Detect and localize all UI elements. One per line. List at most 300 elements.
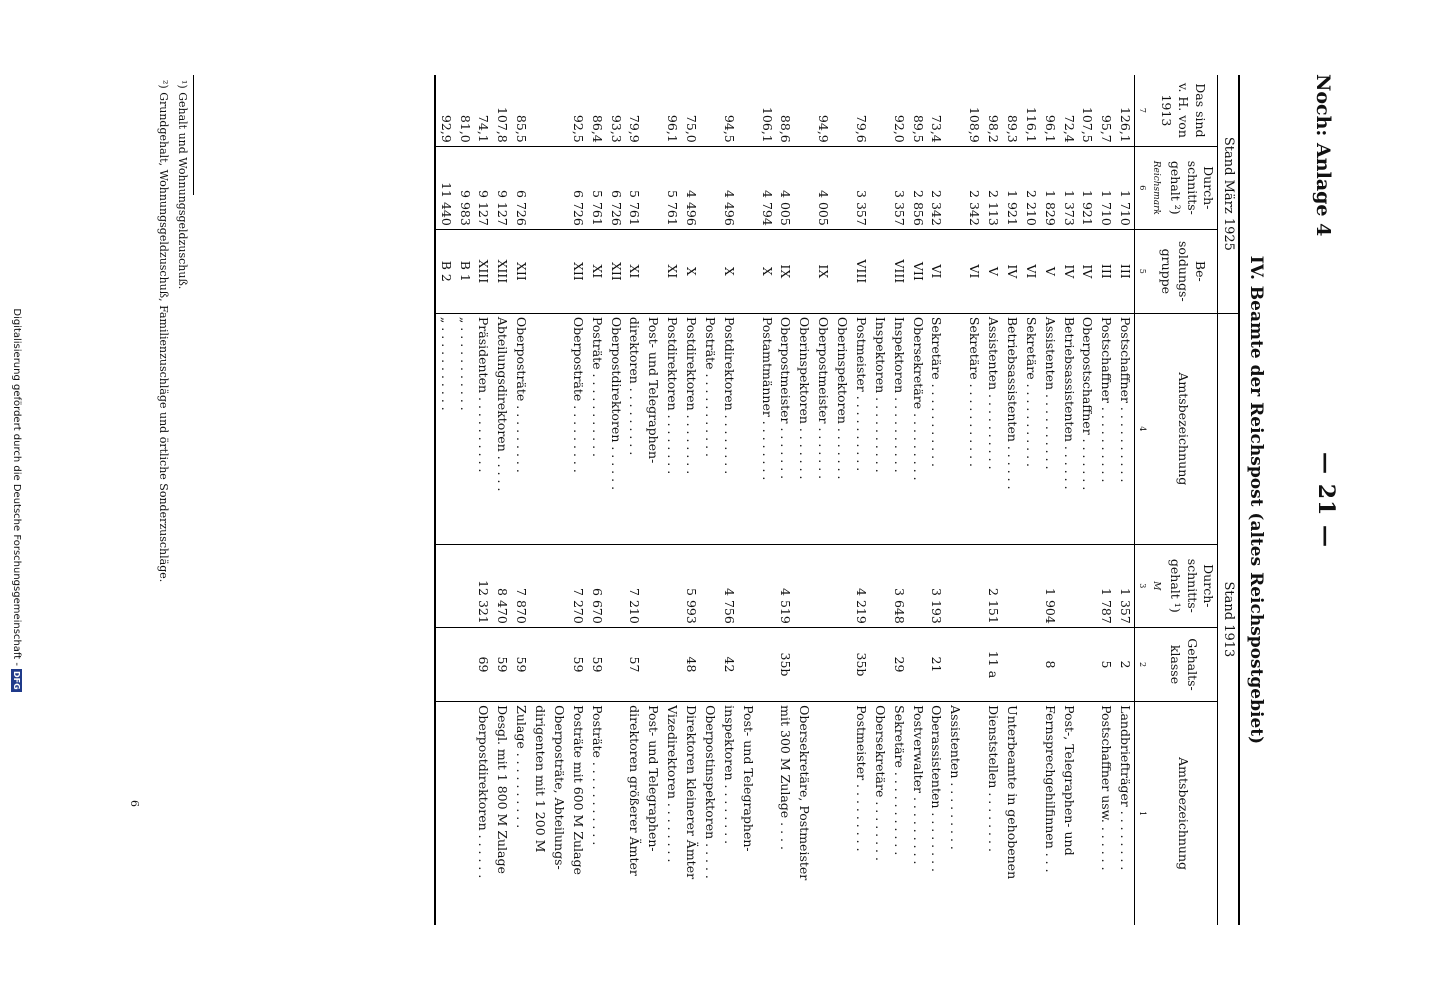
avg-salary-1925: 2 210 <box>1021 146 1040 229</box>
pct-of-1913: 75,0 <box>681 75 700 146</box>
title-1913: direktoren größerer Ämter <box>627 705 643 876</box>
col6-header-text: Durch- schnitts- gehalt ²) <box>1167 160 1217 215</box>
avg-salary-1925: 3 357 <box>889 146 908 229</box>
title-1913: Post- und Telegraphen- <box>646 705 662 852</box>
pct-of-1913: 116,1 <box>1021 75 1040 146</box>
salary-class-1913 <box>606 627 625 701</box>
title-1913: mit 300 M Zulage . . . . <box>778 705 794 850</box>
pct-of-1913 <box>643 75 662 146</box>
avg-salary-1913 <box>794 544 813 627</box>
title-1925: Obersekretäre . . . . . . . . . <box>908 313 927 544</box>
title-1913: Posträte . . . . . . . . . . . <box>589 705 605 846</box>
salary-class-1913 <box>643 627 662 701</box>
title-1913 <box>813 702 832 925</box>
salary-class-1913 <box>832 627 851 701</box>
col3-header-text: Durch- schnitts- gehalt ¹) <box>1167 558 1217 613</box>
pct-of-1913: 107,8 <box>492 75 511 146</box>
table-row <box>1040 75 1059 925</box>
avg-salary-1925: 1 373 <box>1059 146 1078 229</box>
table-row <box>700 75 719 925</box>
title-1913: Zulage . . . . . . . . . . <box>514 705 530 829</box>
title-1925: Oberpostschaffner . . . . . . . <box>1078 313 1097 544</box>
title-1925: Sekretäre . . . . . . . . . . . <box>964 313 983 544</box>
col1-header: Amtsbezeichnung <box>1176 757 1192 871</box>
dfg-logo: DFG <box>12 670 21 690</box>
table-title: IV. Beamte der Reichspost (altes Reichspostgebiet) <box>1246 255 1266 745</box>
title-1913: Unterbeamte in gehobenen <box>1004 705 1020 880</box>
salary-class-1913 <box>455 627 474 701</box>
avg-salary-1925: 2 856 <box>908 146 927 229</box>
table-row <box>435 75 455 925</box>
pct-of-1913: 88,6 <box>776 75 795 146</box>
table-row <box>662 75 681 925</box>
title-1913: Postmeister . . . . . . . . . <box>853 705 869 852</box>
salary-class-1913 <box>945 627 964 701</box>
table-row <box>1021 75 1040 925</box>
avg-salary-1925: 2 113 <box>983 146 1002 229</box>
pct-of-1913: 96,1 <box>662 75 681 146</box>
pay-group-1925: VIII <box>889 229 908 313</box>
title-1913: inspektoren . . . . . . . . <box>721 705 737 845</box>
pct-of-1913 <box>530 75 549 146</box>
pct-of-1913: 79,6 <box>851 75 870 146</box>
pay-group-1925: VI <box>927 229 946 313</box>
pay-group-1925: XII <box>606 229 625 313</box>
avg-salary-1925: 3 357 <box>851 146 870 229</box>
table-row <box>474 75 493 925</box>
pay-group-1925: XII <box>511 229 530 313</box>
title-1925: Inspektoren . . . . . . . . . . <box>870 313 889 544</box>
title-1925: Oberposträte . . . . . . . . . <box>568 313 587 544</box>
pay-group-1925: XII <box>568 229 587 313</box>
pct-of-1913 <box>945 75 964 146</box>
table-row <box>455 75 474 925</box>
salary-class-1913 <box>757 627 776 701</box>
col3-unit: M <box>1150 581 1161 591</box>
salary-class-1913: 59 <box>492 627 511 701</box>
table-row <box>549 75 568 925</box>
avg-salary-1925 <box>643 146 662 229</box>
pct-of-1913 <box>700 75 719 146</box>
col6-unit: Reichsmark <box>1150 160 1161 215</box>
title-1913: Post- und Telegraphen- <box>740 705 756 852</box>
pay-group-1925 <box>738 229 757 313</box>
avg-salary-1925: 1 829 <box>1040 146 1059 229</box>
avg-salary-1925: 11 440 <box>435 146 455 229</box>
title-1913: Assistenten . . . . . . . . . <box>948 705 964 850</box>
title-1925 <box>945 313 964 544</box>
salary-class-1913: 2 <box>1115 627 1134 701</box>
salary-class-1913: 21 <box>927 627 946 701</box>
pay-group-1925 <box>643 229 662 313</box>
avg-salary-1925: 1 710 <box>1096 146 1115 229</box>
avg-salary-1913 <box>870 544 889 627</box>
col5-header: Be- soldungs- gruppe <box>1148 229 1218 313</box>
avg-salary-1925: 9 127 <box>474 146 493 229</box>
table-row <box>945 75 964 925</box>
title-1925: Sekretäre . . . . . . . . . . . <box>927 313 946 544</box>
title-1913: Postschaffner usw. . . . . . . <box>1099 705 1115 871</box>
table-row <box>511 75 530 925</box>
pay-group-1925: IV <box>1078 229 1097 313</box>
table-row <box>851 75 870 925</box>
title-1925: Postschaffner . . . . . . . . . . <box>1115 313 1134 544</box>
table-row <box>794 75 813 925</box>
salary-class-1913: 35b <box>776 627 795 701</box>
title-1925 <box>530 313 549 544</box>
title-1925: Präsidenten . . . . . . . . . . <box>474 313 493 544</box>
title-1913 <box>832 702 851 925</box>
table-row <box>606 75 625 925</box>
avg-salary-1925: 9 127 <box>492 146 511 229</box>
pct-of-1913: 79,9 <box>625 75 644 146</box>
avg-salary-1913 <box>738 544 757 627</box>
avg-salary-1913 <box>757 544 776 627</box>
avg-salary-1913: 3 648 <box>889 544 908 627</box>
pct-of-1913: 94,5 <box>719 75 738 146</box>
salary-class-1913 <box>530 627 549 701</box>
pay-group-1925 <box>530 229 549 313</box>
pct-of-1913: 89,5 <box>908 75 927 146</box>
pay-group-1925: X <box>719 229 738 313</box>
title-1913: Oberpostinspektoren . . . . . <box>702 705 718 879</box>
table-row <box>681 75 700 925</box>
pct-of-1913: 86,4 <box>587 75 606 146</box>
col-number: 5 <box>1135 229 1148 313</box>
salary-class-1913: 5 <box>1096 627 1115 701</box>
avg-salary-1913: 1 787 <box>1096 544 1115 627</box>
salary-class-1913: 35b <box>851 627 870 701</box>
col-number: 2 <box>1135 627 1148 701</box>
title-1925: Betriebsassistenten . . . . . . <box>1002 313 1021 544</box>
avg-salary-1925 <box>832 146 851 229</box>
avg-salary-1913 <box>813 544 832 627</box>
salary-class-1913: 57 <box>625 627 644 701</box>
table-row <box>625 75 644 925</box>
table-row <box>889 75 908 925</box>
title-1913: Obersekretäre, Postmeister <box>797 705 813 881</box>
avg-salary-1913 <box>606 544 625 627</box>
table-row <box>568 75 587 925</box>
salary-class-1913 <box>1078 627 1097 701</box>
title-1913: Oberpostdirektoren . . . . . . <box>476 705 492 879</box>
avg-salary-1913 <box>1021 544 1040 627</box>
page-number: — 21 — <box>1313 452 1339 548</box>
avg-salary-1925 <box>530 146 549 229</box>
pct-of-1913: 98,2 <box>983 75 1002 146</box>
title-1925: Inspektoren . . . . . . . . . . <box>889 313 908 544</box>
title-1913: Dienststellen . . . . . . . . <box>986 705 1002 852</box>
avg-salary-1925: 2 342 <box>964 146 983 229</box>
pay-group-1925: VI <box>1021 229 1040 313</box>
table-row <box>1059 75 1078 925</box>
pct-of-1913 <box>794 75 813 146</box>
pct-of-1913: 89,3 <box>1002 75 1021 146</box>
title-1913: Obersekretäre . . . . . . . . <box>872 705 888 861</box>
title-1925: Posträte . . . . . . . . . . . <box>700 313 719 544</box>
avg-salary-1925: 5 761 <box>587 146 606 229</box>
footnote-2: ²) Grundgehalt, Wohnungsgeldzuschuß, Familienzuschläge und örtliche Sonderzuschläge. <box>157 80 170 583</box>
salary-class-1913: 42 <box>719 627 738 701</box>
pay-group-1925 <box>945 229 964 313</box>
title-1925: direktoren . . . . . . . . . <box>625 313 644 544</box>
salary-class-1913 <box>738 627 757 701</box>
salary-class-1913: 29 <box>889 627 908 701</box>
pay-group-1925 <box>700 229 719 313</box>
pct-of-1913 <box>549 75 568 146</box>
table-row <box>964 75 983 925</box>
avg-salary-1925 <box>700 146 719 229</box>
salary-class-1913 <box>662 627 681 701</box>
avg-salary-1913: 4 219 <box>851 544 870 627</box>
pay-group-1925: B 2 <box>435 229 455 313</box>
table-row <box>983 75 1002 925</box>
table-row <box>1115 75 1134 925</box>
avg-salary-1925: 6 726 <box>511 146 530 229</box>
avg-salary-1913: 4 756 <box>719 544 738 627</box>
salary-class-1913: 59 <box>587 627 606 701</box>
avg-salary-1925: 1 921 <box>1002 146 1021 229</box>
title-1913 <box>1078 702 1097 925</box>
annex-label: Noch: Anlage 4 <box>1312 74 1334 237</box>
pct-of-1913: 106,1 <box>757 75 776 146</box>
avg-salary-1913: 12 321 <box>474 544 493 627</box>
avg-salary-1913 <box>964 544 983 627</box>
salary-class-1913 <box>908 627 927 701</box>
title-1925: Abteilungsdirektoren . . . . . <box>492 313 511 544</box>
avg-salary-1925: 6 726 <box>568 146 587 229</box>
table-row <box>719 75 738 925</box>
col7-header: Das sind v. H. von 1913 <box>1148 75 1218 146</box>
avg-salary-1913 <box>662 544 681 627</box>
table-row <box>492 75 511 925</box>
col4-header: Amtsbezeichnung <box>1148 313 1218 544</box>
avg-salary-1925: 4 496 <box>681 146 700 229</box>
salary-class-1913: 8 <box>1040 627 1059 701</box>
table-row <box>870 75 889 925</box>
pct-of-1913: 85,5 <box>511 75 530 146</box>
pay-group-1925: III <box>1096 229 1115 313</box>
group-header-1913: Stand 1913 <box>1218 313 1239 925</box>
avg-salary-1925 <box>945 146 964 229</box>
pay-group-1925 <box>549 229 568 313</box>
salary-class-1913: 11 a <box>983 627 1002 701</box>
salary-class-1913 <box>549 627 568 701</box>
avg-salary-1913 <box>1059 544 1078 627</box>
salary-class-1913 <box>794 627 813 701</box>
pay-group-1925: IX <box>776 229 795 313</box>
title-1913 <box>1021 702 1040 925</box>
salary-class-1913: 69 <box>474 627 493 701</box>
title-1925: Postmeister . . . . . . . . . . <box>851 313 870 544</box>
pct-of-1913: 81,0 <box>455 75 474 146</box>
title-1925: Oberinspektoren . . . . . . . <box>794 313 813 544</box>
salary-class-1913 <box>870 627 889 701</box>
title-1913: Fernsprechgehilfinnen . . . <box>1042 705 1058 873</box>
title-1913: Direktoren kleinerer Ämter <box>684 705 700 880</box>
avg-salary-1925 <box>738 146 757 229</box>
title-1925: Postdirektoren . . . . . . . . <box>719 313 738 544</box>
avg-salary-1925 <box>794 146 813 229</box>
table-row <box>1078 75 1097 925</box>
table-row <box>1096 75 1115 925</box>
table-row <box>927 75 946 925</box>
table-row <box>776 75 795 925</box>
salary-class-1913 <box>1059 627 1078 701</box>
title-1925: „ . . . . . . . . . . . <box>455 313 474 544</box>
pct-of-1913: 92,9 <box>435 75 455 146</box>
title-1913: Vizedirektoren . . . . . . . . <box>665 705 681 863</box>
title-1925: „ . . . . . . . . . . . <box>435 313 455 544</box>
signature-mark: 6 <box>128 800 141 807</box>
avg-salary-1925: 6 726 <box>606 146 625 229</box>
pct-of-1913 <box>832 75 851 146</box>
pay-group-1925: III <box>1115 229 1134 313</box>
title-1925: Oberpostmeister . . . . . . . <box>813 313 832 544</box>
table-row <box>1002 75 1021 925</box>
col6-header <box>1148 146 1218 229</box>
avg-salary-1913: 1 904 <box>1040 544 1059 627</box>
title-1913 <box>606 702 625 925</box>
col3-header <box>1148 544 1218 627</box>
title-1913: Posträte mit 600 M Zulage <box>570 705 586 875</box>
pct-of-1913: 73,4 <box>927 75 946 146</box>
title-1913 <box>757 702 776 925</box>
title-1913: dirigenten mit 1 200 M <box>533 705 549 853</box>
pay-group-1925: XIII <box>492 229 511 313</box>
table-body <box>435 75 1135 925</box>
pay-group-1925: XIII <box>474 229 493 313</box>
title-1925: Sekretäre . . . . . . . . . . . <box>1021 313 1040 544</box>
avg-salary-1925 <box>870 146 889 229</box>
title-1925: Betriebsassistenten . . . . . . <box>1059 313 1078 544</box>
title-1913: Oberposträte, Abteilungs- <box>551 705 567 870</box>
table-row <box>832 75 851 925</box>
pct-of-1913: 94,9 <box>813 75 832 146</box>
avg-salary-1913: 5 993 <box>681 544 700 627</box>
avg-salary-1913: 1 357 <box>1115 544 1134 627</box>
pay-group-1925: VII <box>908 229 927 313</box>
title-1913 <box>964 702 983 925</box>
pay-group-1925: VI <box>964 229 983 313</box>
title-1913: Landbriefträger . . . . . . . . <box>1118 705 1134 871</box>
table-row <box>813 75 832 925</box>
salary-class-1913 <box>700 627 719 701</box>
title-1925: Post- und Telegraphen- <box>643 313 662 544</box>
salary-class-1913: 59 <box>568 627 587 701</box>
title-1925: Assistenten . . . . . . . . . . <box>1040 313 1059 544</box>
col-number: 7 <box>1135 75 1148 146</box>
pct-of-1913: 92,0 <box>889 75 908 146</box>
table-row <box>757 75 776 925</box>
pct-of-1913 <box>870 75 889 146</box>
title-1913 <box>435 702 455 925</box>
title-1925: Oberpostmeister . . . . . . . <box>776 313 795 544</box>
pay-group-1925 <box>870 229 889 313</box>
avg-salary-1913: 7 870 <box>511 544 530 627</box>
pay-group-1925: XI <box>662 229 681 313</box>
avg-salary-1913: 2 151 <box>983 544 1002 627</box>
digitization-credit <box>11 0 22 1000</box>
avg-salary-1913 <box>908 544 927 627</box>
pay-group-1925 <box>832 229 851 313</box>
title-1913: Sekretäre . . . . . . . . . . . <box>891 705 907 856</box>
avg-salary-1913 <box>549 544 568 627</box>
title-1913: Desgl. mit 1 800 M Zulage <box>495 705 511 874</box>
col-number: 3 <box>1135 544 1148 627</box>
salary-class-1913 <box>813 627 832 701</box>
pct-of-1913 <box>738 75 757 146</box>
title-1925: Posträte . . . . . . . . . . . <box>587 313 606 544</box>
avg-salary-1925: 4 005 <box>813 146 832 229</box>
col-number: 4 <box>1135 313 1148 544</box>
salary-class-1913 <box>1002 627 1021 701</box>
avg-salary-1925: 4 005 <box>776 146 795 229</box>
avg-salary-1913: 7 270 <box>568 544 587 627</box>
avg-salary-1913: 8 470 <box>492 544 511 627</box>
avg-salary-1913 <box>945 544 964 627</box>
title-1925: Assistenten . . . . . . . . . . <box>983 313 1002 544</box>
avg-salary-1913: 4 519 <box>776 544 795 627</box>
col-number: 6 <box>1135 146 1148 229</box>
title-1913: Postverwalter . . . . . . . . . <box>910 705 926 865</box>
pay-group-1925: IV <box>1002 229 1021 313</box>
avg-salary-1913 <box>530 544 549 627</box>
footnote-1: ¹) Gehalt und Wohnungsgeldzuschuß. <box>176 80 189 290</box>
avg-salary-1925: 9 983 <box>455 146 474 229</box>
footnote-rule <box>193 75 194 195</box>
avg-salary-1925: 1 710 <box>1115 146 1134 229</box>
avg-salary-1925: 5 761 <box>625 146 644 229</box>
digitization-credit-text: Digitalisierung gefördert durch die Deutsche Forschungsgemeinschaft - <box>11 308 22 666</box>
title-1925: Oberpostdirektoren . . . . . . <box>606 313 625 544</box>
avg-salary-1913 <box>643 544 662 627</box>
table-row <box>908 75 927 925</box>
title-1925: Postdirektoren . . . . . . . . <box>662 313 681 544</box>
title-1913: Post-, Telegraphen- und <box>1061 705 1077 856</box>
pct-of-1913: 96,1 <box>1040 75 1059 146</box>
title-1925 <box>738 313 757 544</box>
avg-salary-1925 <box>549 146 568 229</box>
title-1925: Postschaffner . . . . . . . . . . <box>1096 313 1115 544</box>
avg-salary-1925: 5 761 <box>662 146 681 229</box>
avg-salary-1913 <box>435 544 455 627</box>
pay-group-1925: IV <box>1059 229 1078 313</box>
avg-salary-1913: 7 210 <box>625 544 644 627</box>
pct-of-1913: 95,7 <box>1096 75 1115 146</box>
col2-header: Gehalts- klasse <box>1148 627 1218 701</box>
salary-table <box>434 75 1240 925</box>
table-row <box>643 75 662 925</box>
salary-class-1913 <box>1021 627 1040 701</box>
pay-group-1925: B 1 <box>455 229 474 313</box>
pct-of-1913: 93,3 <box>606 75 625 146</box>
table-row <box>530 75 549 925</box>
table-row <box>738 75 757 925</box>
group-header-1925: Stand März 1925 <box>1218 75 1239 313</box>
pay-group-1925: VIII <box>851 229 870 313</box>
pct-of-1913: 92,5 <box>568 75 587 146</box>
avg-salary-1913: 3 193 <box>927 544 946 627</box>
pay-group-1925: XI <box>587 229 606 313</box>
pay-group-1925: XI <box>625 229 644 313</box>
pay-group-1925: X <box>681 229 700 313</box>
avg-salary-1925: 4 794 <box>757 146 776 229</box>
salary-class-1913: 48 <box>681 627 700 701</box>
salary-class-1913 <box>964 627 983 701</box>
avg-salary-1925: 2 342 <box>927 146 946 229</box>
avg-salary-1913 <box>1078 544 1097 627</box>
